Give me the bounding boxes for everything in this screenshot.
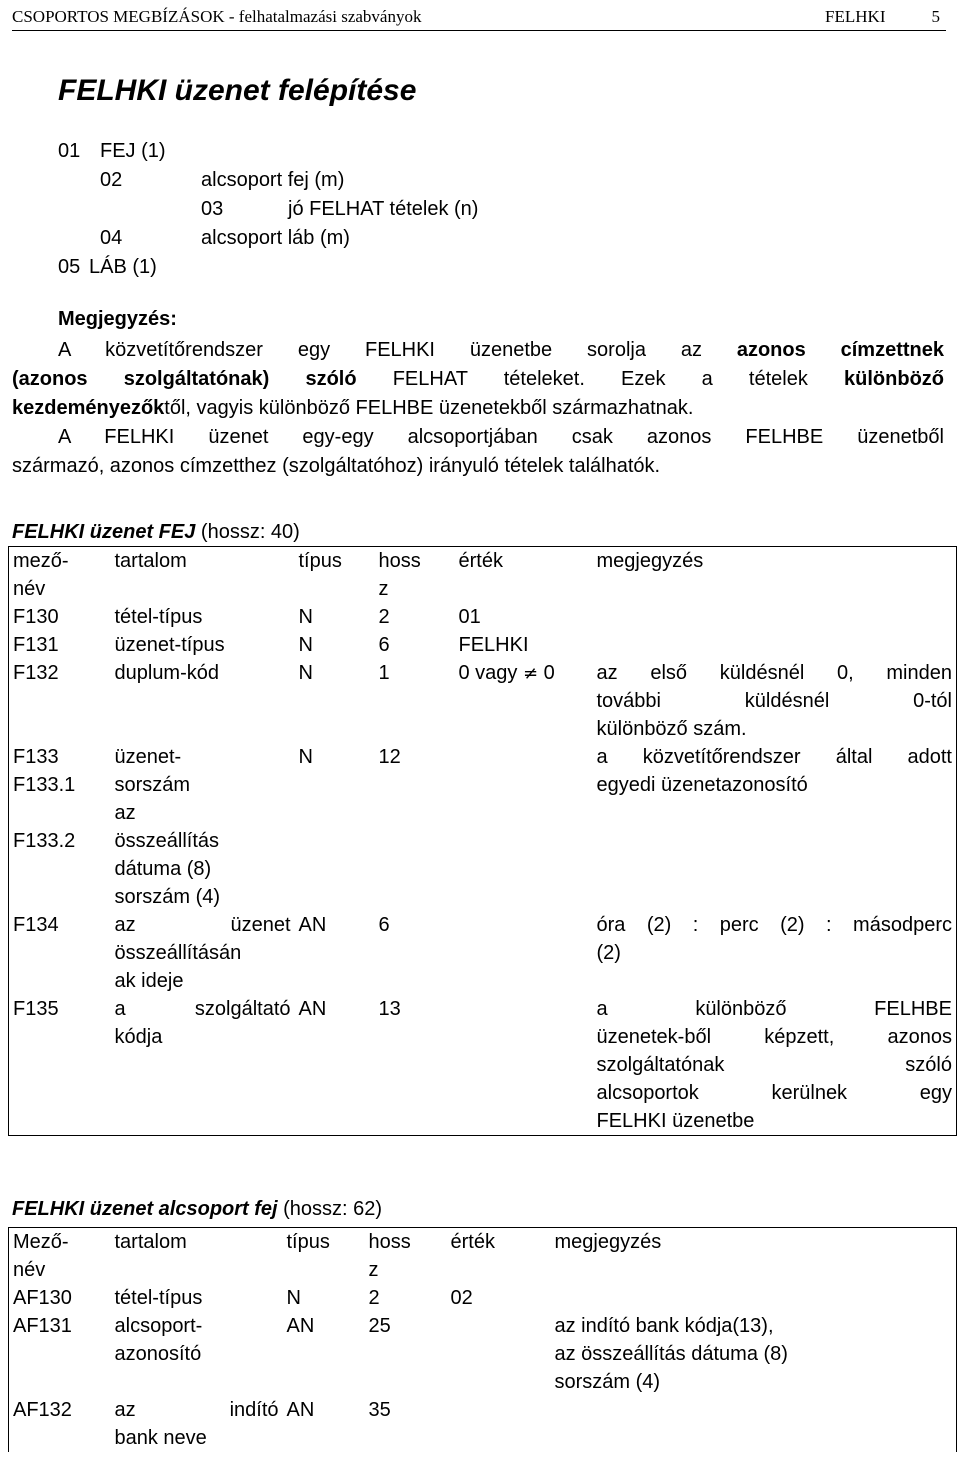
header-text: név xyxy=(13,1259,46,1281)
cell-value xyxy=(447,1396,551,1452)
note-text: különböző szám. xyxy=(596,718,747,740)
page-number: 5 xyxy=(931,7,940,26)
cell-note xyxy=(593,743,957,911)
note-text: szolgáltatónak szóló xyxy=(596,1054,952,1076)
section-title-length: (hossz: 40) xyxy=(195,521,300,543)
fej-section-title xyxy=(12,521,300,544)
note-text: a különböző FELHBE xyxy=(596,998,952,1020)
cell-type: N xyxy=(298,634,313,656)
note-line xyxy=(12,365,944,394)
cell-content: tétel-típus xyxy=(114,1287,203,1309)
cell-type: N xyxy=(286,1287,301,1309)
header-note: megjegyzés xyxy=(551,1228,957,1285)
cell-note xyxy=(593,631,957,659)
table-row xyxy=(9,603,957,631)
page-title: FELHKI üzenet felépítése xyxy=(58,74,417,107)
cell-field: AF132 xyxy=(9,1396,111,1452)
content-text: összeállítás xyxy=(114,830,219,852)
cell-content xyxy=(111,911,295,995)
cell-field: F135 xyxy=(9,995,111,1136)
cell-length: 2 xyxy=(368,1287,380,1309)
section-title-italic: FELHKI üzenet alcsoport fej xyxy=(12,1198,278,1220)
cell-type: AN xyxy=(286,1399,315,1421)
note-text: FELHKI üzenetbe xyxy=(596,1110,755,1132)
cell-note xyxy=(593,659,957,743)
note-paragraph-1 xyxy=(12,336,944,423)
header-value: érték xyxy=(455,547,593,604)
cell-type: AN xyxy=(298,914,327,936)
content-text: sorszám (4) xyxy=(114,886,221,908)
note-emphasis: kezdeményezők xyxy=(12,397,165,419)
cell-note xyxy=(551,1396,957,1452)
cell-type: N xyxy=(298,746,313,768)
note-text: óra (2) : perc (2) : másodperc xyxy=(596,914,952,936)
structure-label: alcsoport láb (m) xyxy=(201,227,350,249)
content-text: bank neve xyxy=(114,1427,207,1449)
cell-content xyxy=(111,1312,283,1396)
section-title-italic: FELHKI üzenet FEJ xyxy=(12,521,196,543)
cell-length: 12 xyxy=(378,746,401,768)
structure-list xyxy=(58,137,478,282)
cell-content xyxy=(111,995,295,1136)
cell-field: F132 xyxy=(9,659,111,743)
note-text: től, vagyis különböző FELHBE üzenetekből származhatnak. xyxy=(164,397,694,419)
cell-type: N xyxy=(298,662,313,684)
cell-field: AF131 xyxy=(9,1312,111,1396)
structure-item xyxy=(58,166,478,195)
structure-num: 04 xyxy=(100,227,123,249)
header-value: érték xyxy=(447,1228,551,1285)
note-text: üzenetek-ből képzett, azonos xyxy=(596,1026,952,1048)
content-text: ak ideje xyxy=(114,970,184,992)
cell-value xyxy=(455,659,593,743)
cell-type: AN xyxy=(295,995,375,1136)
header-field xyxy=(9,1228,111,1285)
structure-num: 02 xyxy=(100,169,123,191)
structure-item xyxy=(58,253,478,282)
note-text: az összeállítás dátuma (8) xyxy=(554,1343,788,1365)
header-content: tartalom xyxy=(111,547,295,604)
note-text: az első küldésnél 0, minden xyxy=(596,662,952,684)
header-text: hoss xyxy=(378,550,421,572)
cell-content: tétel-típus xyxy=(114,606,203,628)
header-length xyxy=(365,1228,447,1285)
table-row xyxy=(9,659,957,743)
table-row xyxy=(9,743,957,911)
note-text: FELHAT tételeket. Ezek a tételek xyxy=(356,368,845,390)
cell-length: 25 xyxy=(368,1315,391,1337)
structure-label: LÁB (1) xyxy=(89,256,157,278)
note-emphasis: (azonos szolgáltatónak) szóló xyxy=(12,368,357,390)
table-header-row xyxy=(9,1228,957,1285)
cell-content: üzenet-típus xyxy=(114,634,225,656)
note-line xyxy=(12,423,944,452)
structure-num: 05 xyxy=(58,256,81,278)
cell-field: F130 xyxy=(9,603,111,631)
cell-note xyxy=(593,911,957,995)
content-text: az üzenet xyxy=(114,914,291,936)
note-text: az indító bank kódja(13), xyxy=(554,1315,774,1337)
structure-num: 01 xyxy=(58,140,81,162)
cell-length: 1 xyxy=(378,662,390,684)
header-type: típus xyxy=(295,547,375,604)
section-title-length: (hossz: 62) xyxy=(277,1198,383,1220)
content-text: sorszám xyxy=(114,774,191,796)
content-text: azonosító xyxy=(114,1343,202,1365)
note-heading: Megjegyzés: xyxy=(58,308,177,330)
content-text: alcsoport- xyxy=(114,1315,203,1337)
note-text: a közvetítőrendszer által adott xyxy=(596,746,952,768)
cell-length: 35 xyxy=(368,1399,391,1421)
cell-field: AF130 xyxy=(9,1284,111,1312)
cell-field: F131 xyxy=(9,631,111,659)
cell-note xyxy=(593,995,957,1136)
note-emphasis: azonos címzettnek xyxy=(736,339,944,361)
fej-table xyxy=(8,546,957,1136)
header-right xyxy=(779,7,940,27)
header-code: FELHKI xyxy=(825,7,886,26)
note-text: A FELHKI üzenet egy-egy alcsoportjában csak azonos FELHBE üzenetből xyxy=(58,426,944,448)
header-field xyxy=(9,547,111,604)
note-text: alcsoportok kerülnek egy xyxy=(596,1082,952,1104)
cell-value xyxy=(447,1312,551,1396)
cell-content xyxy=(111,1396,283,1452)
structure-label: FEJ (1) xyxy=(100,140,166,162)
cell-value xyxy=(455,743,593,911)
note-line xyxy=(12,394,944,423)
table-row xyxy=(9,1312,957,1396)
header-text: név xyxy=(13,578,46,600)
page-header xyxy=(12,4,946,31)
header-text: Mező- xyxy=(13,1231,69,1253)
header-doc-title: CSOPORTOS MEGBÍZÁSOK - felhatalmazási szabványok xyxy=(12,7,422,26)
note-text: (2) xyxy=(596,942,621,964)
structure-item xyxy=(58,137,478,166)
header-text: z xyxy=(378,578,389,600)
cell-content xyxy=(111,743,295,911)
cell-value: 01 xyxy=(458,606,481,628)
cell-field xyxy=(9,743,111,911)
cell-length: 6 xyxy=(378,634,390,656)
cell-type: AN xyxy=(286,1315,315,1337)
content-text: kódja xyxy=(114,1026,163,1048)
note-text: A közvetítőrendszer egy FELHKI üzenetbe sorolja az xyxy=(58,339,737,361)
note-line xyxy=(12,336,944,365)
content-text: az xyxy=(114,802,136,824)
note-text: sorszám (4) xyxy=(554,1371,661,1393)
content-text: a szolgáltató xyxy=(114,998,291,1020)
content-text: az indító xyxy=(114,1399,279,1421)
header-text: z xyxy=(368,1259,379,1281)
note-text: egyedi üzenetazonosító xyxy=(596,774,808,796)
content-text: üzenet- xyxy=(114,746,182,768)
field-text: F133 xyxy=(13,746,59,768)
cell-content: duplum-kód xyxy=(114,662,220,684)
header-note: megjegyzés xyxy=(593,547,957,604)
cell-length: 13 xyxy=(375,995,455,1136)
field-text: F133.2 xyxy=(13,830,76,852)
header-length xyxy=(375,547,455,604)
cell-note xyxy=(551,1284,957,1312)
structure-label: jó FELHAT tételek (n) xyxy=(288,198,479,220)
cell-value: 02 xyxy=(450,1287,473,1309)
structure-num: 03 xyxy=(201,198,224,220)
table-row xyxy=(9,1396,957,1452)
value-text: 0 xyxy=(538,662,555,684)
cell-note xyxy=(593,603,957,631)
cell-value xyxy=(455,995,593,1136)
header-text: mező- xyxy=(13,550,69,572)
header-text: hoss xyxy=(368,1231,411,1253)
table-row xyxy=(9,911,957,995)
cell-field: F134 xyxy=(9,911,111,995)
af-table xyxy=(8,1227,957,1452)
cell-value xyxy=(455,911,593,995)
table-row xyxy=(9,631,957,659)
cell-note xyxy=(551,1312,957,1396)
structure-item xyxy=(58,195,478,224)
note-line: származó, azonos címzetthez (szolgáltatóhoz) irányuló tételek találhatók. xyxy=(12,455,661,477)
content-text: összeállításán xyxy=(114,942,242,964)
cell-type: N xyxy=(298,606,313,628)
structure-label: alcsoport fej (m) xyxy=(201,169,345,191)
table-header-row xyxy=(9,547,957,604)
table-row xyxy=(9,995,957,1136)
value-text: 0 vagy xyxy=(458,662,523,684)
note-paragraph-2 xyxy=(12,423,944,481)
note-text: további küldésnél 0-tól xyxy=(596,690,952,712)
table-row xyxy=(9,1284,957,1312)
cell-value: FELHKI xyxy=(458,634,529,656)
cell-length: 2 xyxy=(378,606,390,628)
field-text: F133.1 xyxy=(13,774,76,796)
cell-length: 6 xyxy=(378,914,390,936)
not-equal-sign: ≠ xyxy=(522,663,539,684)
structure-item xyxy=(58,224,478,253)
note-emphasis: különböző xyxy=(844,368,944,390)
af-section-title xyxy=(12,1198,382,1221)
content-text: dátuma (8) xyxy=(114,858,212,880)
header-type: típus xyxy=(283,1228,365,1285)
header-content: tartalom xyxy=(111,1228,283,1285)
